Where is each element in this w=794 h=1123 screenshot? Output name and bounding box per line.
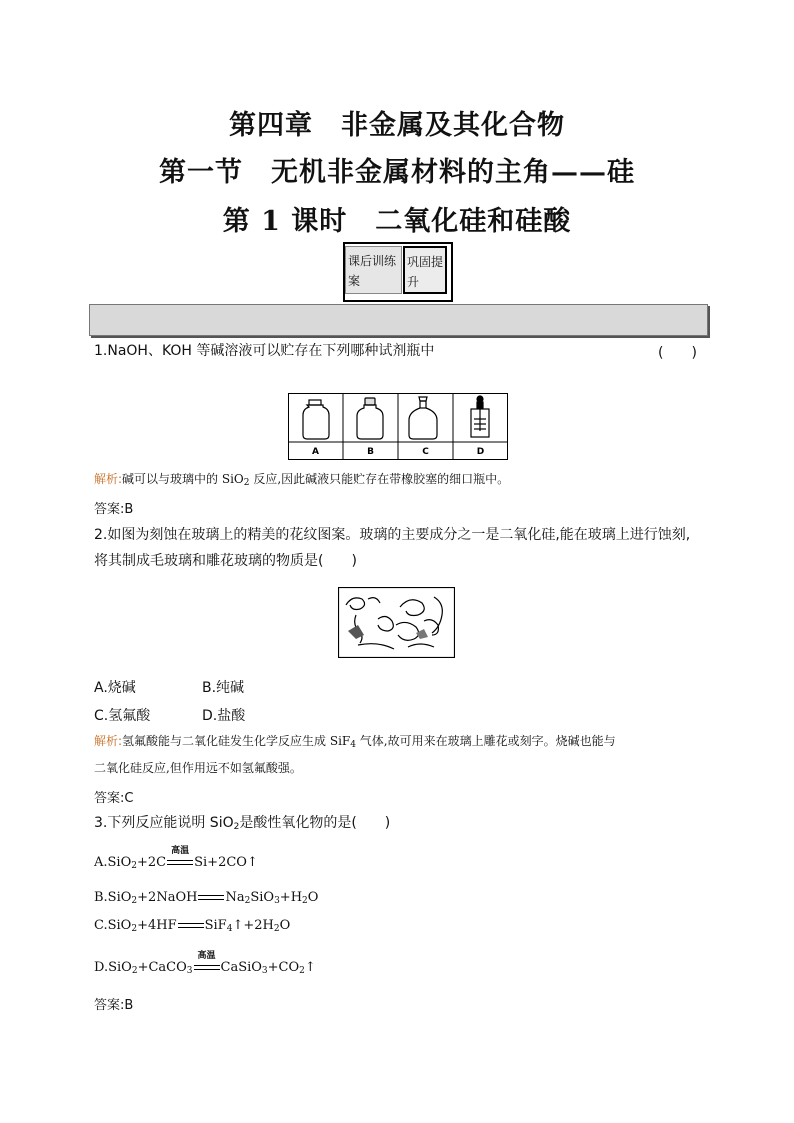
answer-1: 答案:B <box>94 502 134 517</box>
answer-3: 答案:B <box>94 998 134 1013</box>
option-c: C.氢氟酸 <box>94 708 151 724</box>
q3-option-c: C.SiO$_2$+4HF $SiF_4↑+2H_2O$ <box>94 918 291 934</box>
question-3: 3.下列反应能说明 SiO$_2$是酸性氧化物的是( ) <box>94 815 391 832</box>
option-a: A.烧碱 <box>94 680 136 696</box>
exercise-tabs <box>343 242 453 302</box>
q3-option-d: D.SiO$_2$+CaCO$_3$ 高温 $CaSiO_3+CO_2↑$ <box>94 960 316 976</box>
section-title: 第一节 无机非金属材料的主角——硅 <box>159 157 635 188</box>
lesson-title: 第 1 课时 二氧化硅和硅酸 <box>222 206 572 237</box>
section-bar <box>89 304 708 336</box>
analysis-1: 解析:碱可以与玻璃中的 SiO$_2$ 反应,因此碱液只能贮存在带橡胶塞的细口瓶中。 <box>94 472 510 488</box>
bottle-label: B <box>367 447 374 457</box>
condition-high-temp: 高温 <box>171 846 190 856</box>
question-2-line1: 2.如图为刻蚀在玻璃上的精美的花纹图案。玻璃的主要成分之一是二氧化硅,能在玻璃上进行蚀刻, <box>94 527 691 543</box>
bottle-label: A <box>312 447 319 457</box>
question-1: 1.NaOH、KOH 等碱溶液可以贮存在下列哪种试剂瓶中 <box>94 343 435 359</box>
bottle-label: D <box>476 447 485 457</box>
q3-option-b: B.SiO$_2$+2NaOH $Na_2SiO_3+H_2O$ <box>94 890 319 906</box>
option-b: B.纯碱 <box>202 680 245 696</box>
chapter-title: 第四章 非金属及其化合物 <box>229 110 565 141</box>
answer-paren: ( ) <box>658 345 697 361</box>
analysis-label: 解析: <box>94 472 123 486</box>
etched-glass-figure <box>338 587 455 658</box>
option-d: D.盐酸 <box>202 708 246 724</box>
tab-after-class[interactable]: 课后训练案 <box>345 246 402 294</box>
bottle-label: C <box>422 447 429 457</box>
answer-2: 答案:C <box>94 791 134 806</box>
tab-consolidate[interactable]: 巩固提升 <box>403 246 447 294</box>
analysis-label: 解析: <box>94 734 123 748</box>
q3-option-a: A.SiO$_2$+2C 高温 Si+2CO↑ <box>94 855 258 871</box>
analysis-2-line1: 解析:氢氟酸能与二氧化硅发生化学反应生成 SiF$_4$ 气体,故可用来在玻璃上雕花或刻字。烧碱也能与 <box>94 734 616 750</box>
bottles-figure <box>288 393 508 460</box>
analysis-2-line2: 二氧化硅反应,但作用远不如氢氟酸强。 <box>94 761 302 775</box>
condition-high-temp: 高温 <box>197 951 216 961</box>
question-2-line2: 将其制成毛玻璃和雕花玻璃的物质是( ) <box>94 553 357 569</box>
